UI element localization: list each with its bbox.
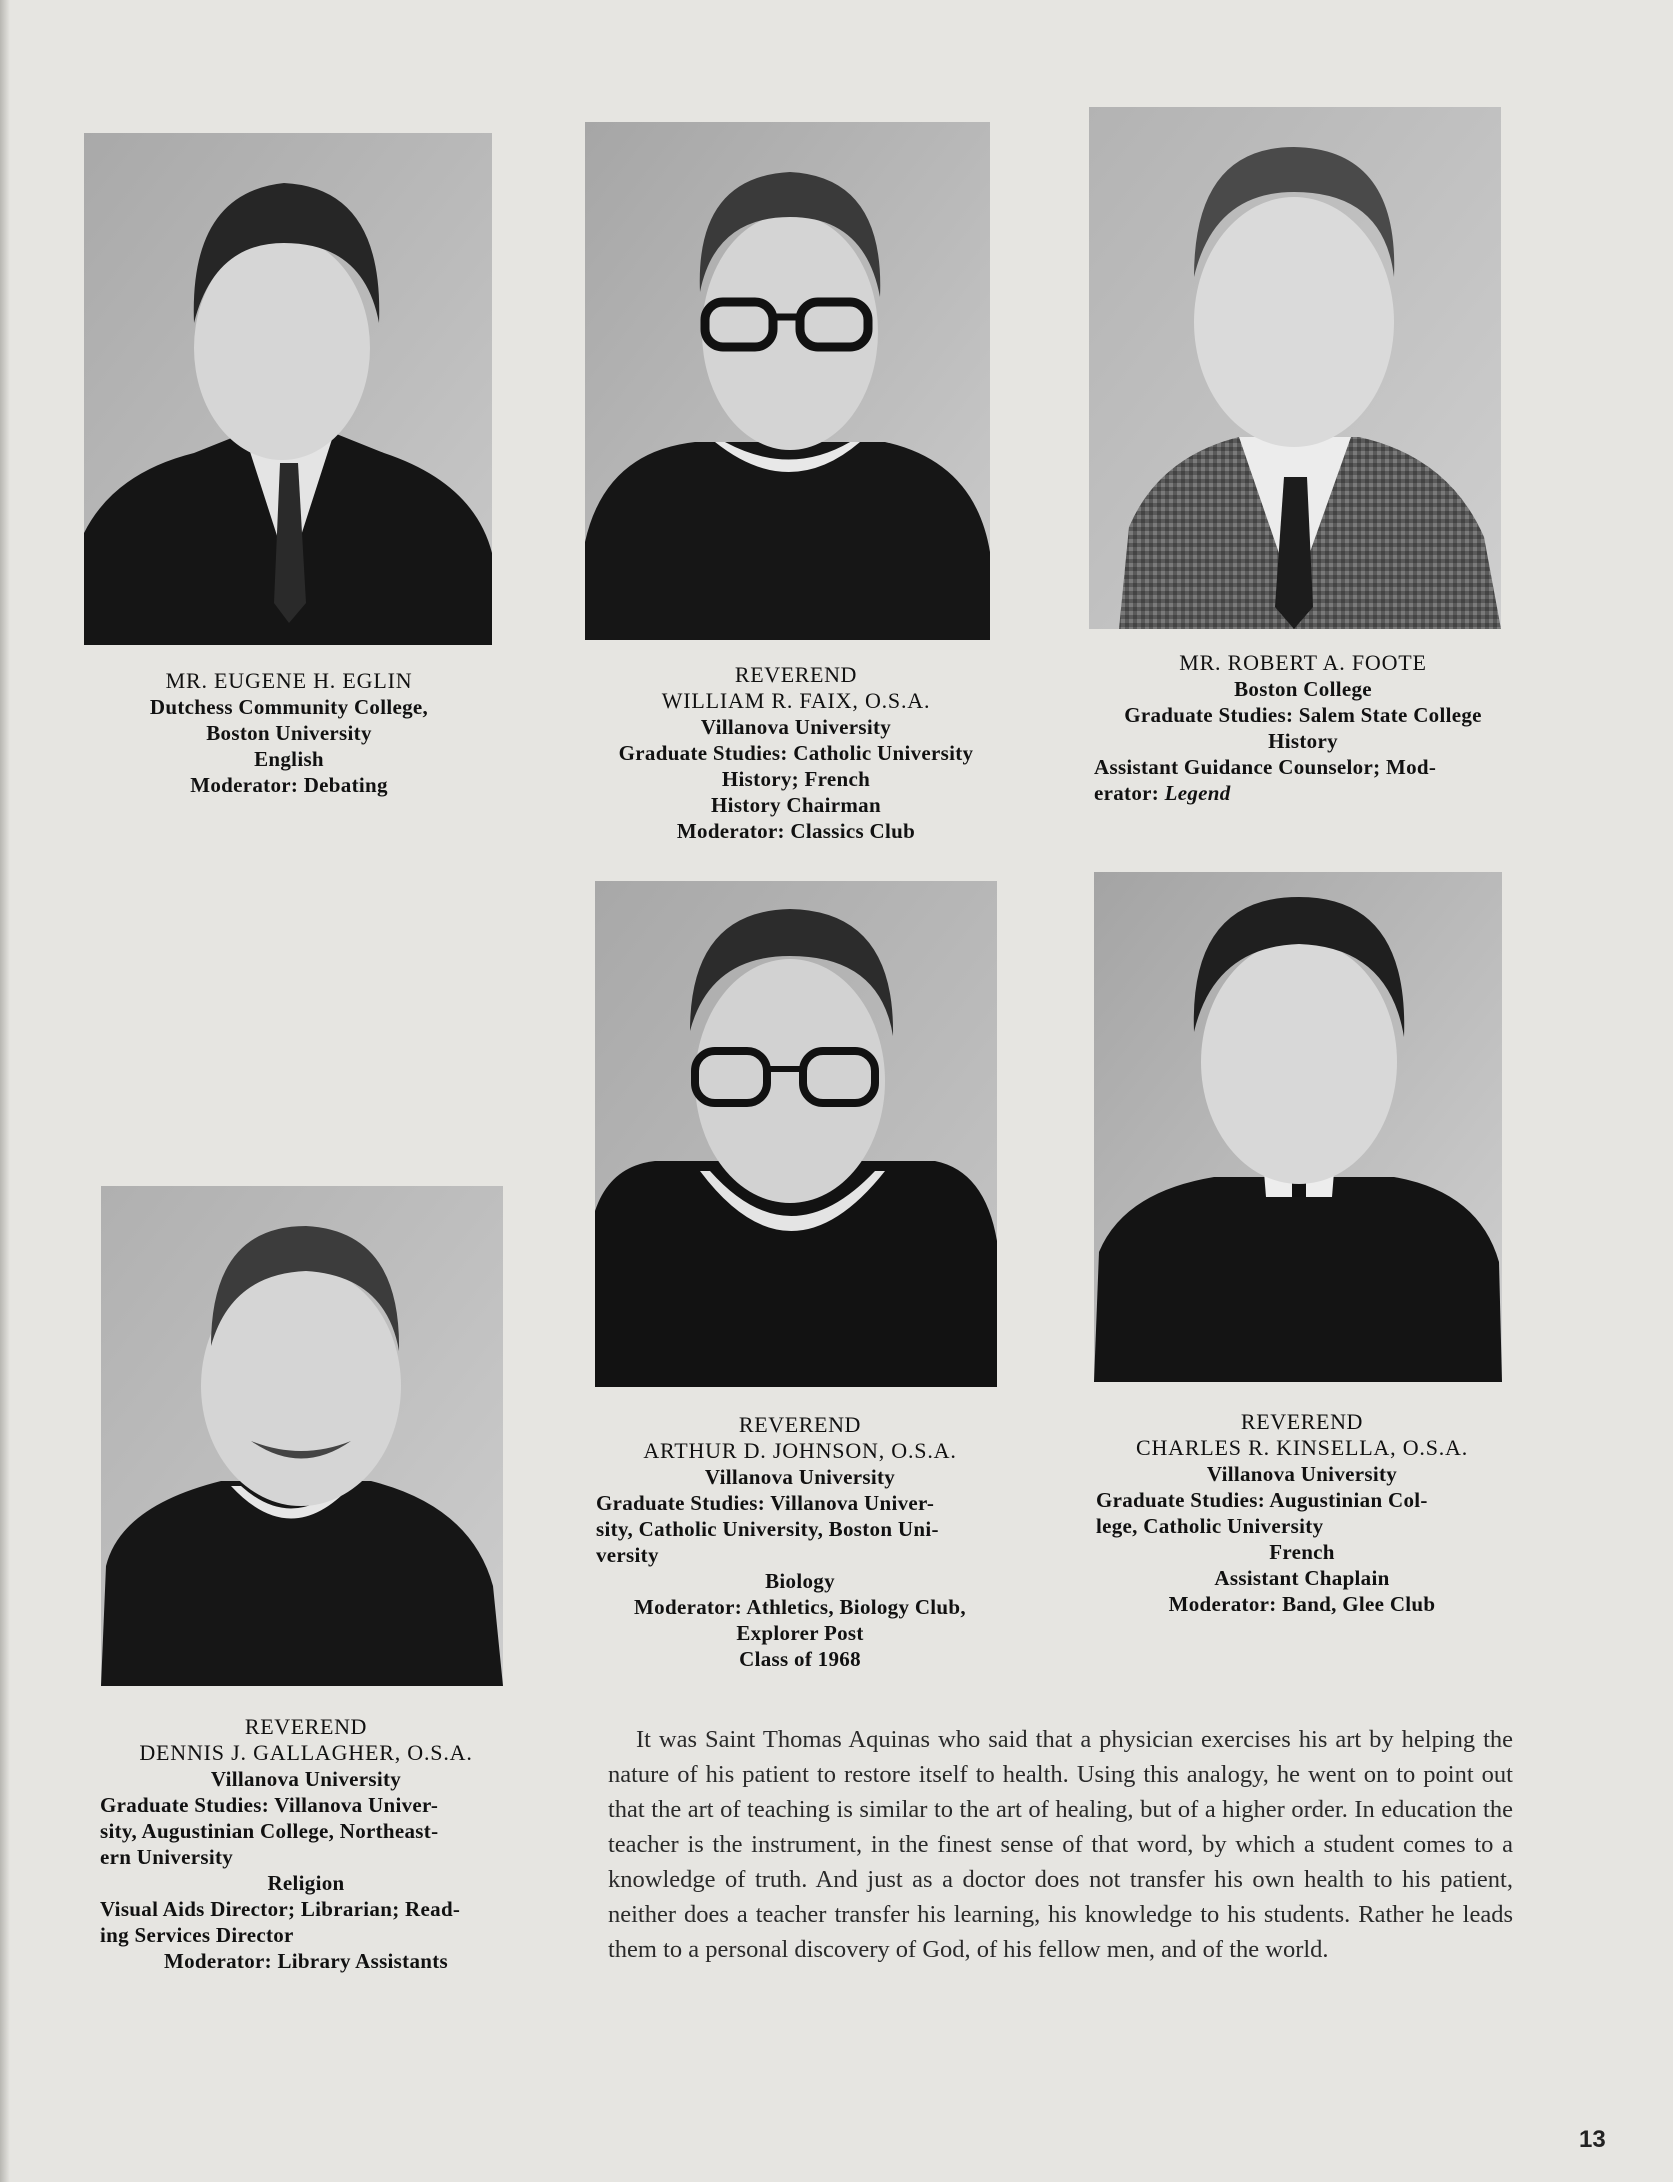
caption-line: Graduate Studies: Villanova Univer- bbox=[100, 1793, 439, 1817]
portrait-gallagher bbox=[101, 1186, 503, 1686]
caption-line: sity, Catholic University, Boston Uni- bbox=[596, 1517, 939, 1541]
caption-line: History bbox=[1268, 729, 1338, 753]
caption-line: Villanova University bbox=[210, 1767, 402, 1791]
caption-kinsella bbox=[1096, 1409, 1508, 1617]
faculty-name: MR. ROBERT A. FOOTE bbox=[1179, 650, 1427, 675]
caption-line: History Chairman bbox=[711, 793, 881, 817]
faculty-name: ARTHUR D. JOHNSON, O.S.A. bbox=[643, 1438, 957, 1463]
caption-line: Dutchess Community College, bbox=[149, 695, 429, 719]
essay-paragraph: It was Saint Thomas Aquinas who said that a physician exercises his art by helping the nature of his patient to restore itself to health. Using this analogy, he went on to point out that the art of teaching is similar to the art of healing, but of a higher order. In education the teacher is the instrument, in the finest sense of that word, by which a student comes to a knowledge of truth. And just as a doctor does not transfer his own health to his patient, neither does a teacher transfer his learning, his knowledge to his students. Rather he leads them to a personal discovery of God, of his fellow men, and of the world. bbox=[608, 1726, 1513, 1963]
portrait-johnson bbox=[595, 881, 997, 1387]
caption-line: ing Services Director bbox=[100, 1923, 294, 1947]
caption-johnson bbox=[596, 1412, 1004, 1672]
caption-line: Moderator: Athletics, Biology Club, bbox=[634, 1595, 966, 1619]
caption-line: Visual Aids Director; Librarian; Read- bbox=[100, 1897, 461, 1921]
caption-eglin bbox=[104, 668, 474, 798]
caption-line: Villanova University bbox=[704, 1465, 896, 1489]
caption-line: erator: bbox=[1094, 781, 1160, 805]
caption-faix bbox=[586, 662, 1006, 844]
caption-line: Villanova University bbox=[700, 715, 892, 739]
caption-line: versity bbox=[596, 1543, 659, 1567]
caption-gallagher bbox=[100, 1714, 512, 1974]
caption-line: Moderator: Library Assistants bbox=[163, 1949, 448, 1973]
caption-line: Villanova University bbox=[1206, 1462, 1398, 1486]
page-edge bbox=[0, 0, 10, 2182]
portrait-eglin bbox=[84, 133, 492, 645]
caption-line: Biology bbox=[765, 1569, 835, 1593]
caption-line: Moderator: Band, Glee Club bbox=[1168, 1592, 1436, 1616]
caption-line: Boston College bbox=[1234, 677, 1372, 701]
publication-name: Legend bbox=[1164, 781, 1231, 805]
faculty-name: MR. EUGENE H. EGLIN bbox=[165, 668, 413, 693]
portrait-foote bbox=[1089, 107, 1501, 629]
portrait-kinsella bbox=[1094, 872, 1502, 1382]
faculty-title: REVEREND bbox=[244, 1714, 368, 1739]
caption-line: Assistant Chaplain bbox=[1214, 1566, 1390, 1590]
faculty-title: REVEREND bbox=[734, 662, 858, 687]
caption-line: History; French bbox=[721, 767, 871, 791]
faculty-name: CHARLES R. KINSELLA, O.S.A. bbox=[1135, 1435, 1469, 1460]
caption-line: Graduate Studies: Villanova Univer- bbox=[596, 1491, 935, 1515]
caption-line: Moderator: Debating bbox=[190, 773, 388, 797]
page-number: 13 bbox=[1579, 2126, 1606, 2153]
faculty-title: REVEREND bbox=[1240, 1409, 1364, 1434]
caption-line: Class of 1968 bbox=[739, 1647, 861, 1671]
faculty-title: REVEREND bbox=[738, 1412, 862, 1437]
caption-line: Graduate Studies: Catholic University bbox=[618, 741, 974, 765]
caption-line: ern University bbox=[100, 1845, 234, 1869]
caption-line: Boston University bbox=[206, 721, 372, 745]
portrait-faix bbox=[585, 122, 990, 640]
caption-line: Graduate Studies: Salem State College bbox=[1124, 703, 1482, 727]
caption-line-moderator bbox=[1094, 780, 1512, 806]
caption-line: Graduate Studies: Augustinian Col- bbox=[1096, 1488, 1428, 1512]
caption-line: French bbox=[1269, 1540, 1335, 1564]
caption-line: Moderator: Classics Club bbox=[676, 819, 916, 843]
caption-line: Explorer Post bbox=[736, 1621, 864, 1645]
faculty-name: DENNIS J. GALLAGHER, O.S.A. bbox=[139, 1740, 473, 1765]
faculty-name: WILLIAM R. FAIX, O.S.A. bbox=[661, 688, 931, 713]
caption-line: Religion bbox=[267, 1871, 345, 1895]
caption-line: Assistant Guidance Counselor; Mod- bbox=[1094, 755, 1437, 779]
caption-line: sity, Augustinian College, Northeast- bbox=[100, 1819, 439, 1843]
caption-line: English bbox=[254, 747, 324, 771]
caption-line: lege, Catholic University bbox=[1096, 1514, 1324, 1538]
caption-foote bbox=[1094, 650, 1512, 806]
